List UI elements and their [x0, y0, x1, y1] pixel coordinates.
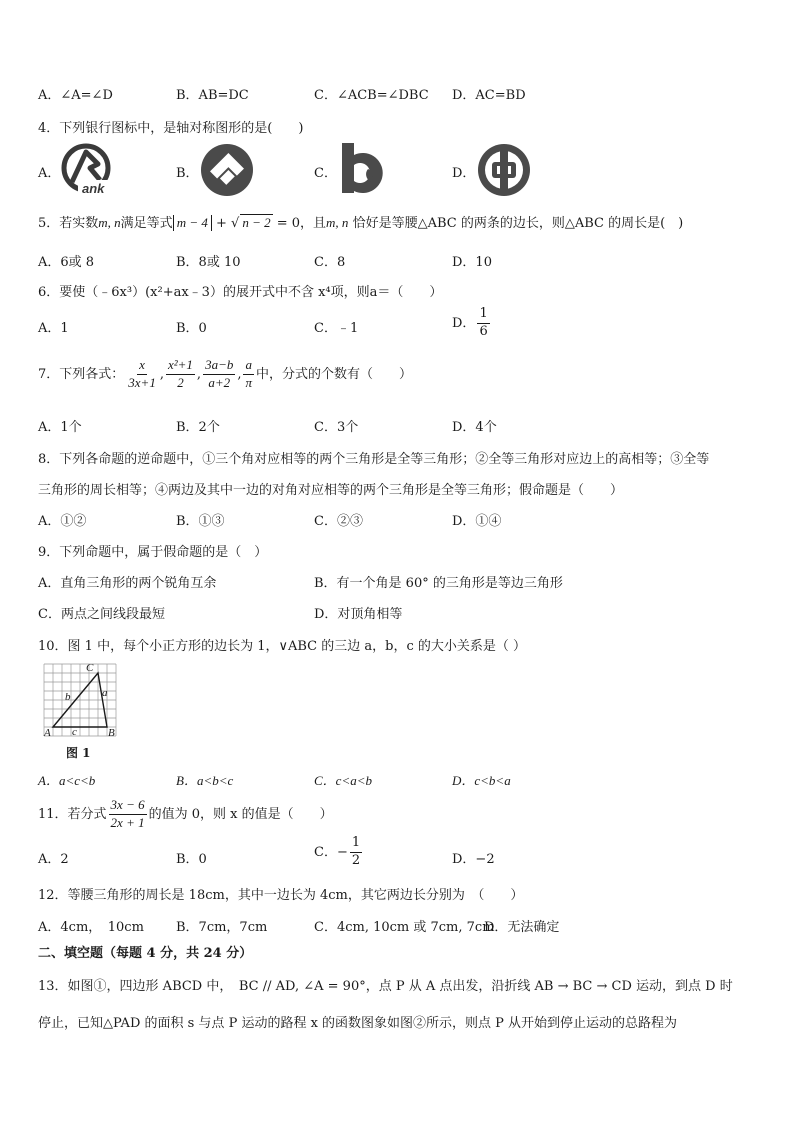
logo-a-text: ank: [82, 181, 105, 196]
q11-option-a: A．2: [38, 852, 69, 867]
q5-option-b: B．8或 10: [176, 255, 241, 270]
q7-option-b: B．2个: [176, 420, 220, 435]
q7-option-a: A．1个: [38, 420, 82, 435]
q11-den: 2x + 1: [110, 814, 145, 830]
q3-option-b: B．AB=DC: [176, 88, 249, 103]
q10-figure-caption: 图 1: [66, 746, 91, 760]
q5-sqrt-expr: n − 2: [242, 215, 271, 230]
q4-label-a: A．: [38, 166, 61, 181]
q5-plus: +: [211, 216, 232, 231]
q7-f3-den: a+2: [208, 374, 231, 390]
q7-stem: 7．下列各式： $\frac{x}{3x+1}$ , $\frac{\text{x²+1}}{2}$ , $\frac{3a-b}{a+2}$ , $\frac{a}{\pi}$ 中，分式的个数有（ ）: [38, 357, 413, 390]
q9-option-a: A．直角三角形的两个锐角互余: [38, 576, 217, 591]
q12-option-d: D．无法确定: [484, 920, 560, 935]
q10-label-A: A: [44, 727, 51, 739]
q12-option-b: B．7cm，7cm: [176, 920, 268, 935]
q13-line-1: 13．如图①，四边形 ABCD 中， BC // AD, ∠A = 90°，点 P 从 A 点出发，沿折线 AB → BC → CD 运动，到点 D 时: [38, 979, 733, 994]
q8-line-2: 三角形的周长相等；④两边及其中一边的对角对应相等的两个三角形是全等三角形；假命题是（ ）: [38, 483, 624, 498]
q7-f3-num: 3a−b: [203, 358, 235, 375]
q5-sqrt-sign: √: [231, 216, 240, 231]
q5-tail: 恰好是等腰△ABC 的两条的边长，则△ABC 的周长是( ): [352, 216, 684, 231]
q9-option-d: D．对顶角相等: [314, 607, 403, 622]
q7-f2-den: 2: [177, 374, 184, 390]
q11-c-num: 1: [350, 836, 362, 853]
q7-option-c: C．3个: [314, 420, 359, 435]
q7-f4-num: a: [243, 358, 254, 375]
q5-option-d: D．10: [452, 255, 492, 270]
q3-option-c: C．∠ACB=∠DBC: [314, 88, 429, 103]
q6-option-a: A．1: [38, 321, 69, 336]
bank-of-china-logo-icon: [476, 142, 532, 198]
q7-f2-num: x²+1: [166, 358, 195, 375]
q11-c-den: 2: [351, 852, 361, 868]
q10-option-d: D．c<b<a: [452, 773, 511, 788]
q5-abs-expr: m − 4: [173, 215, 212, 231]
q4-label-b: B．: [176, 166, 199, 181]
communications-bank-logo-icon: [338, 141, 394, 197]
q9-stem: 9．下列命题中，属于假命题的是（ ）: [38, 545, 268, 560]
q7-fraction-4: [243, 358, 254, 391]
q7-tail: 中，分式的个数有（ ）: [256, 366, 413, 382]
q5-mid: 满足等式: [120, 216, 173, 231]
q7-f1-den: 3x+1: [128, 374, 156, 390]
q11-tail: 的值为 0，则 x 的值是（ ）: [148, 806, 333, 822]
q10-label-a: a: [102, 687, 108, 699]
q7-f4-den: π: [245, 374, 252, 390]
q8-line-1: 8．下列各命题的逆命题中，①三个角对应相等的两个三角形是全等三角形；②全等三角形对应边上的高相等；③全等: [38, 452, 710, 467]
q6-stem: 6．要使（﹣6x³）(x²+ax﹣3）的展开式中不含 x⁴项，则a＝（ ）: [38, 285, 443, 300]
q7-fraction-1: [126, 358, 158, 391]
q6-d-den: 6: [479, 323, 488, 339]
bank-swirl-logo-icon: [60, 142, 116, 196]
q3-option-a: A．∠A=∠D: [38, 88, 113, 103]
q8-option-b: B．①③: [176, 514, 225, 529]
q10-option-a: A．a<c<b: [38, 773, 96, 788]
q11-option-c: [314, 836, 364, 869]
q4-stem: 4．下列银行图标中，是轴对称图形的是( ): [38, 121, 304, 136]
q5-prefix: 5．若实数: [38, 216, 99, 231]
q11-option-b: B．0: [176, 852, 207, 867]
q8-option-a: A．①②: [38, 514, 87, 529]
q5-vars: m, n: [98, 215, 121, 230]
q11-num: 3x − 6: [109, 798, 147, 815]
q6-d-num: 1: [477, 307, 489, 324]
q10-stem: 10．图 1 中，每个小正方形的边长为 1，∨ABC 的三边 a，b，c 的大小关系是（ ）: [38, 639, 527, 654]
q7-fraction-3: [203, 358, 235, 391]
q10-option-c: C．c<a<b: [314, 773, 372, 788]
q12-option-c: C．4cm, 10cm 或 7cm, 7cm: [314, 920, 495, 935]
q6-option-c: C．﹣1: [314, 321, 359, 336]
q4-label-c: C．: [314, 166, 337, 181]
q6-option-d-fraction: [477, 307, 489, 340]
q5-option-a: A．6或 8: [38, 255, 95, 270]
q9-option-c: C．两点之间线段最短: [38, 607, 165, 622]
q10-option-b: B．a<b<c: [176, 773, 234, 788]
q5-eq: = 0，且: [272, 216, 327, 231]
q11-stem: [38, 798, 333, 831]
section-2-heading: 二、填空题（每题 4 分，共 24 分）: [38, 946, 253, 961]
q11-option-d: D．−2: [452, 852, 495, 867]
q7-option-d: D．4个: [452, 420, 497, 435]
q10-grid-triangle-figure: [40, 660, 122, 750]
q8-option-c: C．②③: [314, 514, 363, 529]
q6-option-b: B．0: [176, 321, 207, 336]
q12-option-a: A．4cm， 10cm: [38, 920, 144, 935]
q11-fraction: [109, 798, 147, 831]
q6-option-d-label: D．: [452, 315, 476, 331]
q10-label-b: b: [65, 691, 71, 703]
q6-option-d: [452, 307, 492, 340]
q5-vars2: m, n: [326, 215, 349, 230]
q11-prefix: 11．若分式: [38, 806, 107, 822]
q5-option-c: C．8: [314, 255, 346, 270]
q9-option-b: B．有一个角是 60° 的三角形是等边三角形: [314, 576, 563, 591]
q4-label-d: D．: [452, 166, 476, 181]
q11-option-c-fraction: [350, 836, 362, 869]
q10-label-C: C: [86, 662, 94, 674]
q7-fraction-2: [166, 358, 195, 391]
q3-option-d: D．AC=BD: [452, 88, 526, 103]
q7-prefix: 7．下列各式：: [38, 366, 125, 382]
q10-label-B: B: [108, 727, 115, 739]
construction-bank-logo-icon: [200, 143, 254, 197]
q10-label-c: c: [72, 726, 77, 738]
q8-option-d: D．①④: [452, 514, 502, 529]
q12-stem: 12．等腰三角形的周长是 18cm，其中一边长为 4cm，其它两边长分别为 （ ）: [38, 888, 524, 903]
q5-stem: [38, 212, 683, 231]
q13-line-2: 停止，已知△PAD 的面积 s 与点 P 运动的路程 x 的函数图象如图②所示，则点 P 从开始到停止运动的总路程为: [38, 1016, 678, 1031]
q11-option-c-label: C．−: [314, 844, 348, 860]
q7-f1-num: x: [137, 358, 147, 375]
